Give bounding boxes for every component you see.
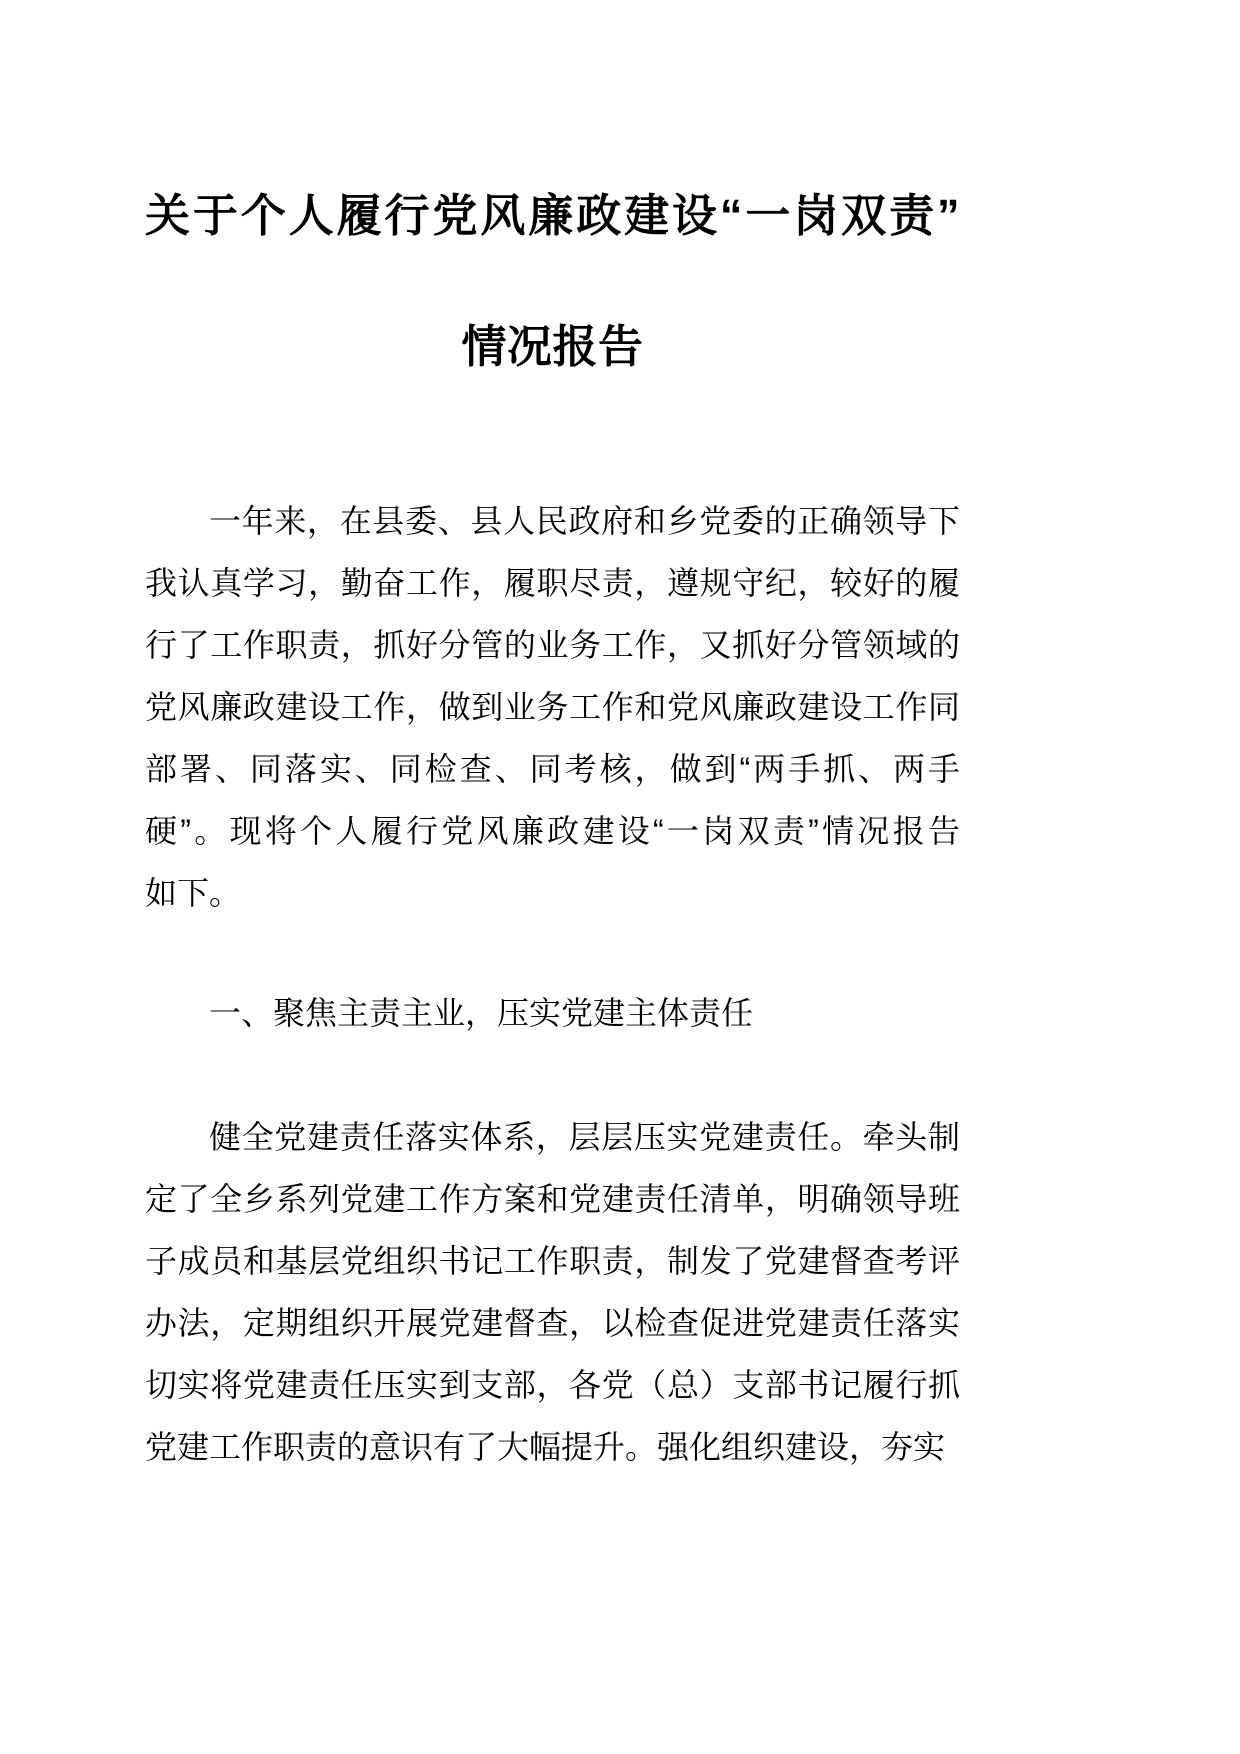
paragraph-section-one-body: [145, 1106, 960, 1478]
paragraph-line: 如下。: [145, 875, 242, 911]
paragraph-line: 我认真学习，勤奋工作，履职尽责，遵规守纪，较好的履: [145, 565, 960, 601]
paragraph-intro: [145, 490, 960, 924]
paragraph-line: 党建工作职责的意识有了大幅提升。强化组织建设，夯实: [145, 1429, 946, 1465]
section-heading-one: [145, 982, 960, 1044]
paragraph-line: 办法，定期组织开展党建督查，以检查促进党建责任落实: [145, 1305, 960, 1341]
paragraph-line: 党风廉政建设工作，做到业务工作和党风廉政建设工作同: [145, 689, 960, 725]
paragraph-line: 定了全乡系列党建工作方案和党建责任清单，明确领导班: [145, 1181, 960, 1217]
heading-spacer: [145, 1044, 960, 1106]
paragraph-line: 行了工作职责，抓好分管的业务工作，又抓好分管领域的: [145, 627, 960, 663]
paragraph-line: 切实将党建责任压实到支部，各党（总）支部书记履行抓: [145, 1367, 960, 1403]
paragraph-line: 健全党建责任落实体系，层层压实党建责任。牵头制: [209, 1119, 960, 1155]
paragraph-line: 硬”。现将个人履行党风廉政建设“一岗双责”情况报告: [145, 813, 960, 849]
document-title-line-1: 关于个人履行党风廉政建设“一岗双责”: [145, 190, 960, 241]
section-heading-text: 一、聚焦主责主业，压实党建主体责任: [209, 995, 754, 1031]
paragraph-line: 一年来，在县委、县人民政府和乡党委的正确领导下: [209, 503, 960, 539]
document-body: [145, 0, 960, 1478]
title-body-spacer: [145, 412, 960, 490]
paragraph-spacer: [145, 924, 960, 982]
paragraph-line: 部署、同落实、同检查、同考核，做到“两手抓、两手: [145, 751, 960, 787]
paragraph-line: 子成员和基层党组织书记工作职责，制发了党建督查考评: [145, 1243, 960, 1279]
document-title-line-2: 情况报告: [461, 321, 644, 372]
